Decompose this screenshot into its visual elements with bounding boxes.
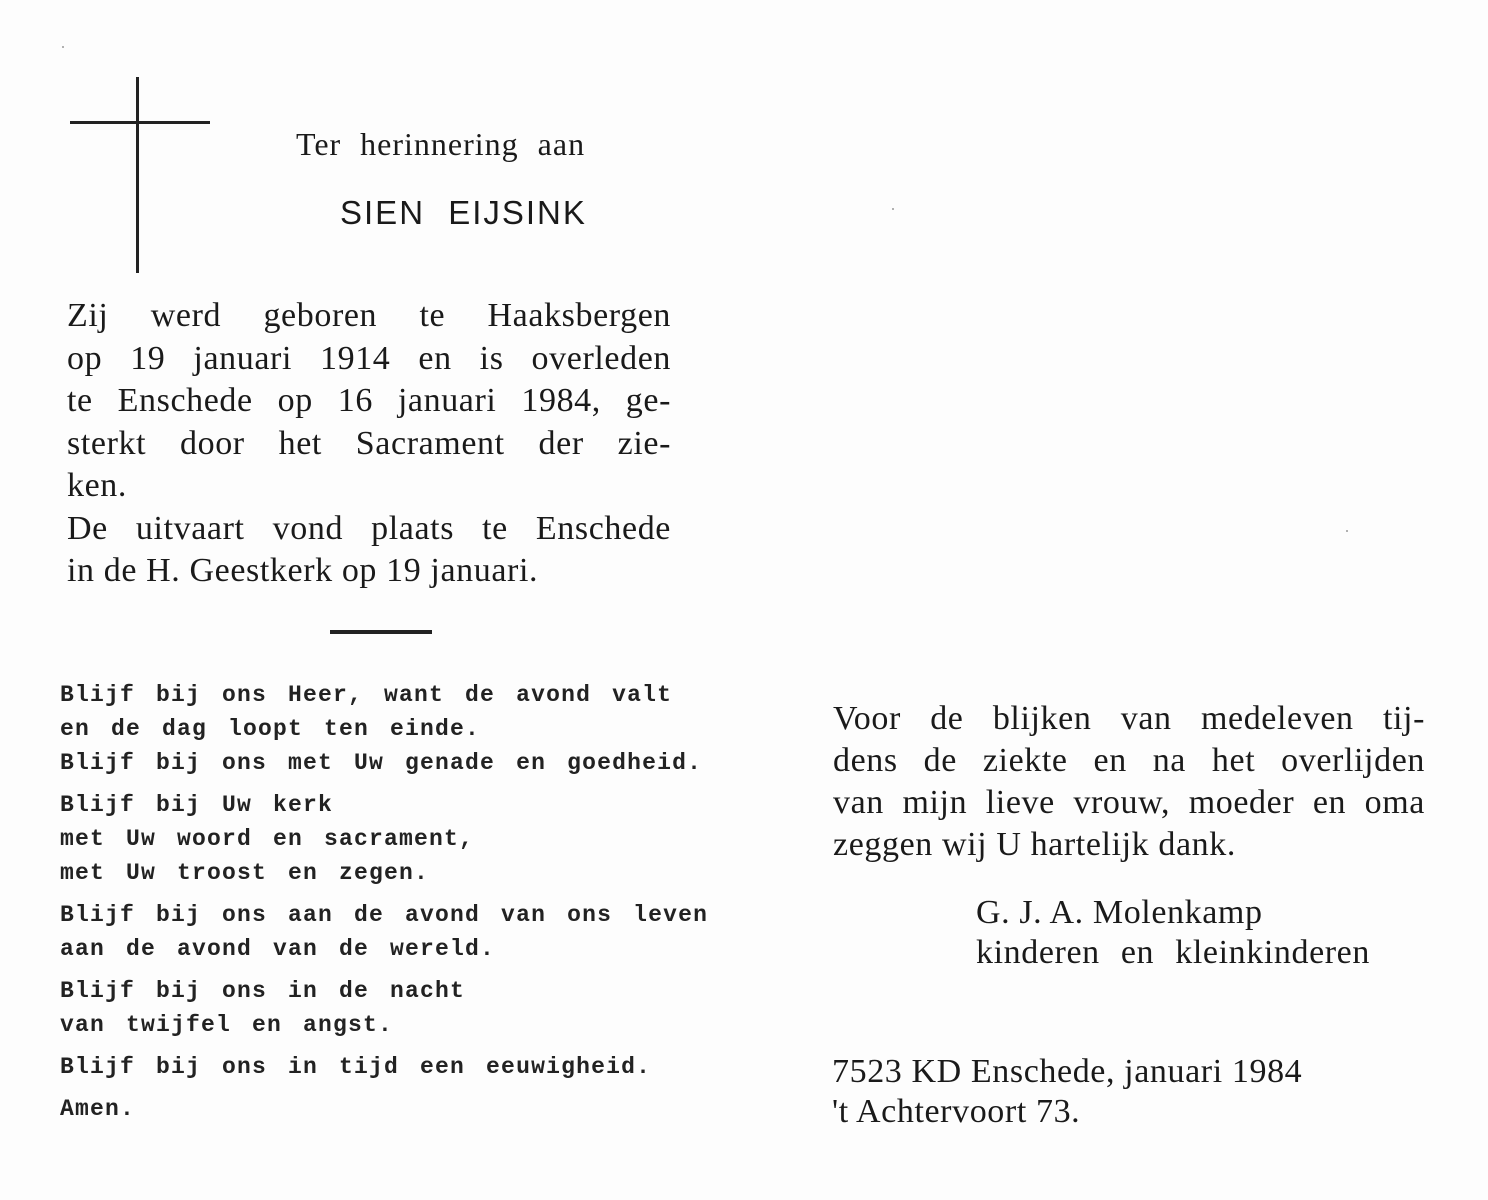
biography — [67, 295, 671, 593]
prayer-stanza — [60, 1092, 708, 1126]
deceased-name: SIEN EIJSINK — [340, 194, 587, 231]
bio-line: op 19 januari 1914 en is overleden — [67, 339, 671, 377]
bio-line: in de H. Geestkerk op 19 januari. — [67, 552, 539, 589]
prayer-line: Blijf bij ons met Uw genade en goedheid. — [60, 750, 703, 776]
thanks-line: van mijn lieve vrouw, moeder en oma — [833, 784, 1425, 821]
prayer-line: aan de avond van de wereld. — [60, 936, 496, 962]
prayer — [60, 678, 708, 1134]
bio-line: sterkt door het Sacrament der zie- — [67, 424, 671, 462]
bio-line: De uitvaart vond plaats te Enschede — [67, 509, 671, 547]
prayer-line: Blijf bij ons in tijd een eeuwigheid. — [60, 1054, 652, 1080]
cross-icon — [136, 77, 139, 273]
prayer-line: en de dag loopt ten einde. — [60, 716, 481, 742]
intro-text: Ter herinnering aan — [296, 126, 586, 162]
prayer-amen: Amen. — [60, 1096, 136, 1122]
prayer-stanza — [60, 974, 708, 1042]
prayer-line: met Uw troost en zegen. — [60, 860, 430, 886]
prayer-line: Blijf bij ons aan de avond van ons leven — [60, 902, 709, 928]
signature-family: kinderen en kleinkinderen — [976, 934, 1370, 971]
signature-name: G. J. A. Molenkamp — [976, 894, 1263, 931]
scan-speck — [892, 208, 894, 210]
address — [832, 1052, 1302, 1132]
bio-line: Zij werd geboren te Haaksbergen — [67, 297, 671, 334]
bio-line: te Enschede op 16 januari 1984, ge- — [67, 382, 671, 419]
divider — [330, 630, 432, 634]
prayer-line: Blijf bij Uw kerk — [60, 792, 334, 818]
address-line: 't Achtervoort 73. — [832, 1093, 1081, 1130]
thanks-line: zeggen wij U hartelijk dank. — [833, 826, 1236, 863]
prayer-line: Blijf bij ons in de nacht — [60, 978, 466, 1004]
prayer-line: met Uw woord en sacrament, — [60, 826, 475, 852]
signature — [976, 893, 1370, 973]
cross-icon-bar — [70, 121, 210, 124]
bio-line: ken. — [67, 467, 127, 504]
thanks-message — [833, 698, 1425, 866]
scan-speck — [1346, 530, 1348, 532]
prayer-stanza — [60, 1050, 708, 1084]
address-line: 7523 KD Enschede, januari 1984 — [832, 1053, 1303, 1090]
prayer-stanza — [60, 678, 708, 780]
prayer-stanza — [60, 788, 708, 890]
thanks-line: dens de ziekte en na het overlijden — [833, 742, 1425, 779]
scan-speck — [62, 46, 64, 48]
prayer-line: Blijf bij ons Heer, want de avond valt — [60, 682, 673, 708]
prayer-stanza — [60, 898, 708, 966]
prayer-line: van twijfel en angst. — [60, 1012, 394, 1038]
thanks-line: Voor de blijken van medeleven tij- — [833, 700, 1425, 737]
